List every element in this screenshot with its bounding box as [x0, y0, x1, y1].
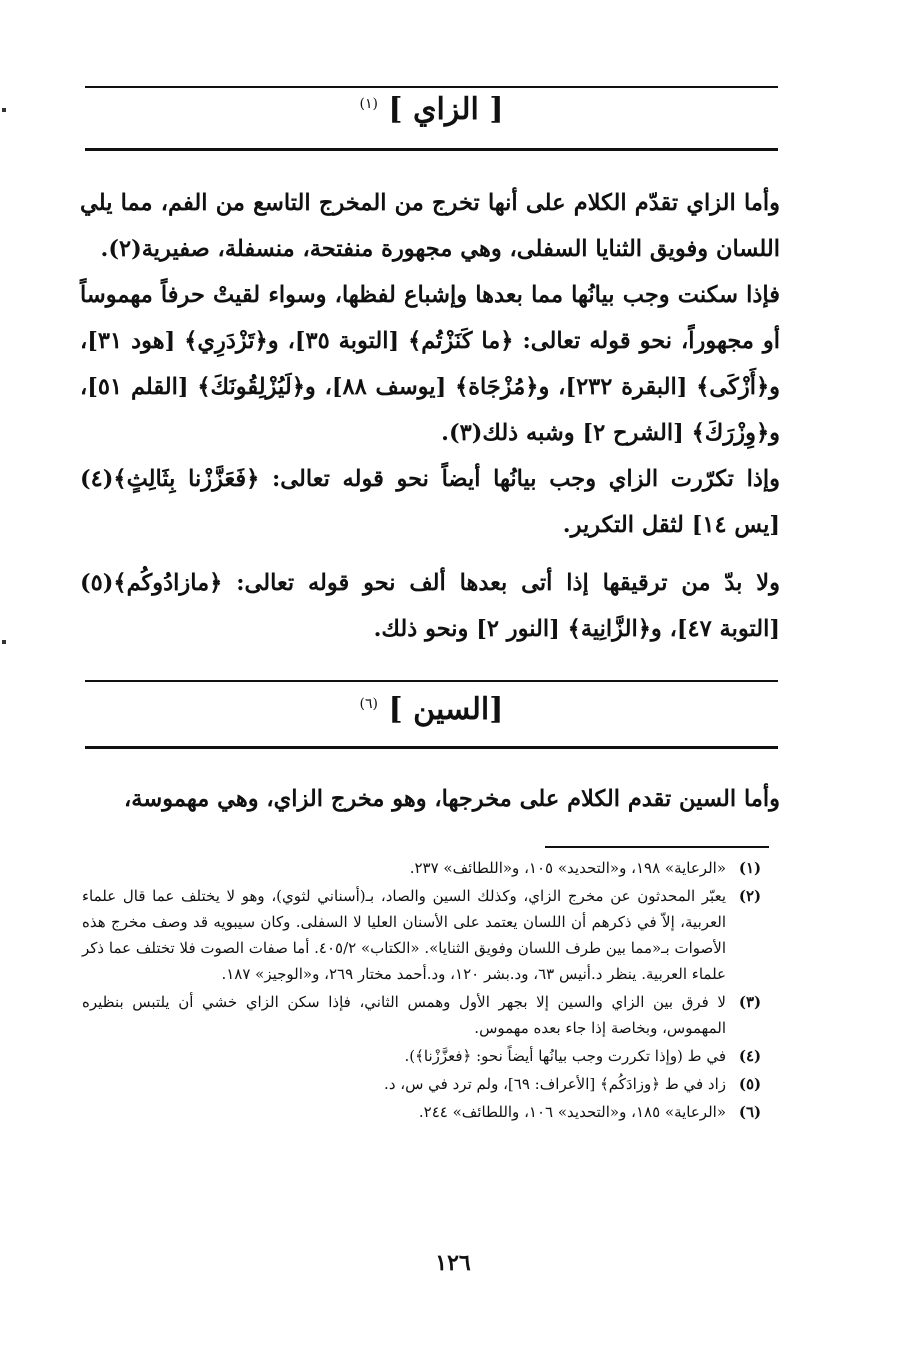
footnote-ref: (١): [359, 96, 378, 112]
footnote: [82, 1099, 774, 1125]
footnote: [82, 883, 774, 987]
footnote-text: «الرعاية» ١٨٥، و«التحديد» ١٠٦، واللطائف» ٢٤٤.: [418, 1103, 726, 1121]
footnote-ref: (٦): [359, 696, 379, 712]
footnote-text: لا فرق بين الزاي والسين إلا بجهر الأول وهمس الثاني، فإذا سكن الزاي خشي أن يلتبس بنظيره المهموس، وبخاصة إذا جاء بعده مهموس.: [82, 993, 726, 1037]
page-number: ١٢٦: [435, 1250, 471, 1276]
footnote: [82, 989, 774, 1041]
paragraph: وأما الزاي تقدّم الكلام على أنها تخرج من المخرج التاسع من الفم، مما يلي اللسان وفويق الثنايا السفلى، وهي مجهورة منفتحة، منسفلة، صفيرية(٢).: [80, 190, 780, 262]
footnote-separator: [545, 846, 769, 848]
footnote-text: يعبّر المحدثون عن مخرج الزاي، وكذلك السين والصاد، بـ(أسناني لثوي)، وهو لا يختلف عما قال علماء العربية، إلاّ في ذكرهم أن اللسان يعتمد على الأسنان العليا لا السفلى. وكان سيبويه قد وصف مخرج هذه الأصوات بـ«مما بين طرف اللسان وفويق الثنايا». «الكتاب» ٤٠٥/٢. أما صفات الصوت فلا تختلف عما ذكر علماء العربية. ينظر د.أنيس ٦٣، ود.بشر ١٢٠، ود.أحمد مختار ٢٦٩، و«الوجيز» ١٨٧.: [82, 887, 726, 983]
header-rule-bottom: [85, 148, 778, 151]
section-heading-sin: [85, 692, 778, 727]
footnote: [82, 1071, 774, 1097]
paragraph: وأما السين تقدم الكلام على مخرجها، وهو مخرج الزاي، وهي مهموسة،: [124, 786, 780, 812]
footnote-number: (٦): [738, 1103, 762, 1121]
footnote-number: (١): [738, 859, 762, 877]
paragraph: وإذا تكرّرت الزاي وجب بيانُها أيضاً نحو قوله تعالى: ﴿فَعَزَّزْنا بِثَالِثٍ﴾(٤) [يس ١٤] لثقل التكرير.: [80, 466, 780, 538]
footnote-number: (٣): [738, 993, 762, 1011]
footnotes: [82, 855, 774, 1127]
header-rule-bottom: [85, 746, 778, 749]
header-rule-top: [85, 86, 778, 88]
section-heading-zay: [85, 92, 778, 127]
heading-title: [السين ]: [388, 692, 504, 727]
footnote-number: (٥): [738, 1075, 762, 1093]
footnote: [82, 1043, 774, 1069]
footnote-text: «الرعاية» ١٩٨، و«التحديد» ١٠٥، و«اللطائف» ٢٣٧.: [409, 859, 726, 877]
paragraph: ولا بدّ من ترقيقها إذا أتى بعدها ألف نحو قوله تعالى: ﴿مازادُوكُم﴾(٥) [التوبة ٤٧]، و﴿الزَّانِية﴾ [النور ٢] ونحو ذلك.: [80, 570, 780, 642]
scan-mark: [2, 108, 6, 112]
footnote-text: في ط (وإذا تكررت وجب بيانُها أيضاً نحو: ﴿فعزَّزْنا﴾).: [404, 1047, 726, 1065]
footnote: [82, 855, 774, 881]
heading-title: [ الزاي ]: [388, 92, 504, 127]
header-rule-top: [85, 680, 778, 682]
footnote-number: (٤): [738, 1047, 762, 1065]
scan-mark: [2, 640, 6, 644]
footnote-text: زاد في ط ﴿وزادَكُم﴾ [الأعراف: ٦٩]، ولم ترد في س، د.: [384, 1075, 726, 1093]
paragraph: فإذا سكنت وجب بيانُها مما بعدها وإشباع لفظها، وسواء لقيتْ حرفاً مهموساً أو مجهوراً، نحو قوله تعالى: ﴿ما كَنَزْتُم﴾ [التوبة ٣٥]، و﴿تَزْدَرِي﴾ [هود ٣١]، و﴿أَزْكَى﴾ [البقرة ٢٣٢]، و﴿مُزْجَاة﴾ [يوسف ٨٨]، و﴿لَيُزْلِقُونَكَ﴾ [القلم ٥١]، و﴿وِزْرَكَ﴾ [الشرح ٢] وشبه ذلك(٣).: [80, 282, 781, 446]
footnote-number: (٢): [738, 887, 762, 905]
